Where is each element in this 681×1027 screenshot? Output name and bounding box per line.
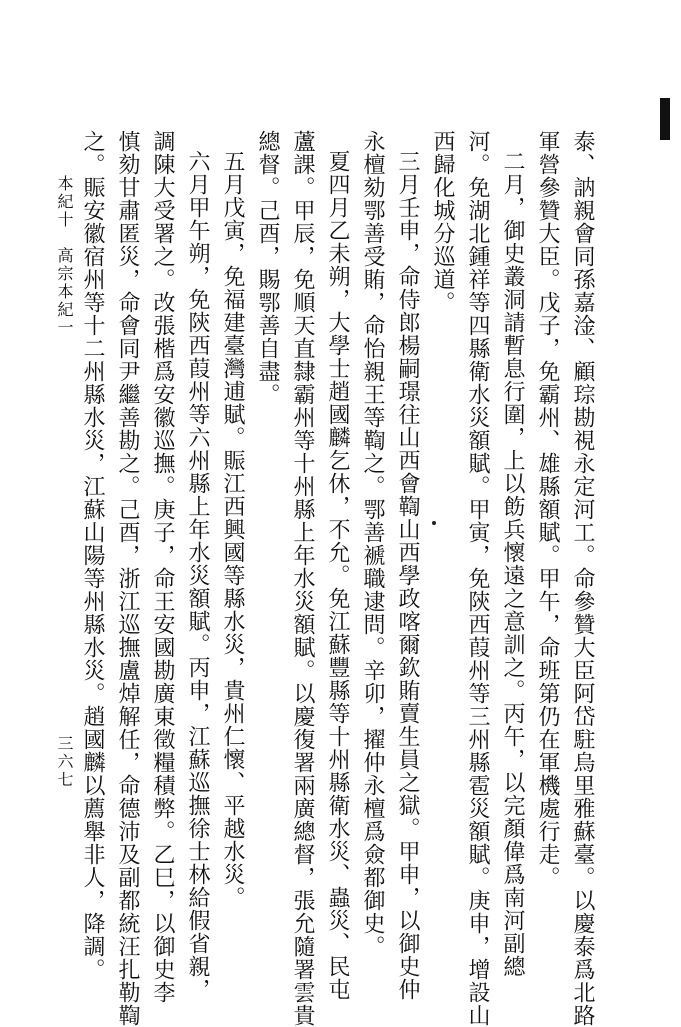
text-column-8: 夏四月乙未朔，大學士趙國麟乞休，不允。免江蘇豐縣等十州縣衛水災、蟲災、民屯: [325, 150, 350, 1001]
text-column-11: 五月戊寅，免福建臺灣逋賦。賑江西興國等縣水災，貴州仁懷、平越水災。: [220, 150, 245, 909]
text-column-6: 三月壬申，命侍郎楊嗣璟往山西會鞫山西學政喀爾欽賄賣生員之獄。甲申，以御史仲: [395, 150, 420, 1001]
text-column-13: 調陳大受署之。改張楷爲安徽巡撫。庚子，命王安國勘廣東徵糧積弊。乙巳，以御史李: [150, 130, 175, 1004]
page-number: 三六七: [55, 735, 74, 789]
text-column-15: 之。賑安徽宿州等十二州縣水災，江蘇山陽等州縣水災。趙國麟以薦舉非人，降調。: [80, 130, 105, 981]
running-footer-title: 本紀十 高宗本紀一: [55, 175, 74, 337]
text-column-14: 慎劾甘肅匿災，命會同尹繼善勘之。己酉，浙江巡撫盧焯解任，命德沛及副都統汪扎勒鞫: [115, 130, 140, 1027]
page-edge-mark: [660, 98, 670, 140]
text-column-5: 西歸化城分巡道。: [430, 130, 455, 314]
scan-speck: [432, 521, 436, 525]
text-column-10: 總督。己酉，賜鄂善自盡。: [255, 130, 280, 406]
text-column-9: 蘆課。甲辰，免順天直隸霸州等十州縣上年水災額賦。以慶復署兩廣總督，張允隨署雲貴: [290, 130, 315, 1027]
text-column-4: 河。免湖北鍾祥等四縣衛水災額賦。甲寅，免陝西葭州等三州縣雹災額賦。庚申，增設山: [465, 130, 490, 1027]
text-column-7: 永檀劾鄂善受賄，命怡親王等鞫之。鄂善褫職逮問。辛卯，擢仲永檀爲僉都御史。: [360, 130, 385, 958]
text-column-1: 泰、訥親會同孫嘉淦、顧琮勘視永定河工。命參贊大臣阿岱駐烏里雅蘇臺。以慶泰爲北路: [570, 130, 595, 1027]
text-column-12: 六月甲午朔，免陝西葭州等六州縣上年水災額賦。丙申，江蘇巡撫徐士林給假省親，: [185, 150, 210, 1001]
text-column-3: 二月，御史叢洞請暫息行圍，上以飭兵懷遠之意訓之。丙午，以完顏偉爲南河副總: [500, 150, 525, 978]
text-column-2: 軍營參贊大臣。戊子，免霸州、雄縣額賦。甲午，命班第仍在軍機處行走。: [535, 130, 560, 889]
